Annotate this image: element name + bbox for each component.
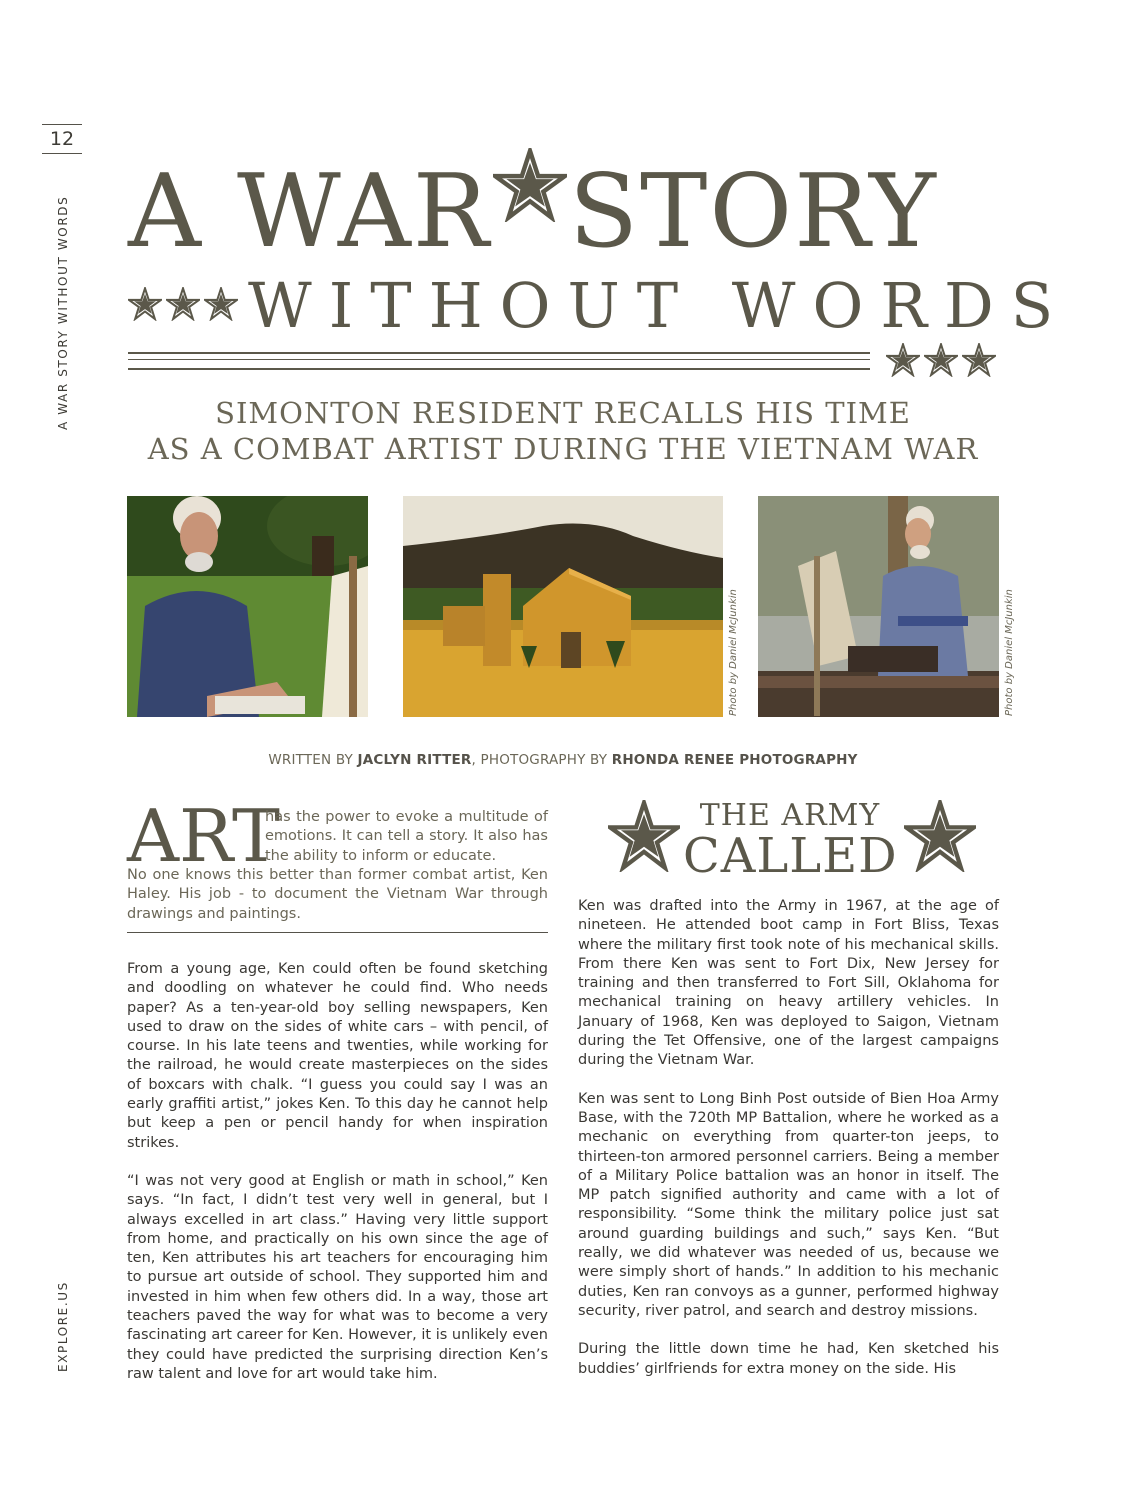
photo-credit: Photo by Daniel McJunkin [728, 589, 739, 716]
title-rule [128, 352, 870, 370]
paragraph: During the little down time he had, Ken sketched his buddies’ girlfriends for extra money on the side. His [578, 1341, 999, 1377]
headline-part2: STORY [568, 152, 938, 270]
star-group-right [882, 343, 996, 381]
photo-credit: Photo by Daniel McJunkin [1004, 589, 1015, 716]
headline-line2 [128, 265, 1071, 342]
photo-artist-outdoors [127, 496, 368, 717]
byline-writer: JACLYN RITTER [357, 752, 472, 768]
headline-part1: A WAR [128, 152, 491, 270]
divider [127, 932, 548, 933]
star-icon [962, 343, 996, 377]
intro-text-beside: has the power to evoke a multitude of emotions. It can tell a story. It also has the ability to inform or educate. [265, 809, 548, 864]
intro-text: No one knows this better than former combat artist, Ken Haley. His job - to document the Vietnam War through drawings and paintings. [127, 867, 548, 922]
column-right [578, 897, 999, 1398]
photo-artist-easel [758, 496, 999, 717]
paragraph: “I was not very good at English or math in school,” Ken says. “In fact, I didn’t test very well in general, but I always excelled in art class.” Having very little support from home, and practically on his own since the age of ten, Ken attributes his art teachers for encouraging him to pursue art outside of school. They supported him and invested in him when few others did. In a way, those art teachers paved the way for what was to become a very fascinating art career for Ken. However, it is unlikely even they could have predicted the surprising direction Ken’s raw talent and love for art would take him. [127, 1172, 548, 1382]
byline [128, 752, 998, 768]
star-icon [608, 800, 680, 872]
column-left [127, 960, 548, 1403]
star-icon [166, 287, 200, 321]
star-icon [128, 287, 162, 321]
deck [128, 395, 998, 467]
headline [128, 148, 1008, 270]
star-icon [904, 800, 976, 872]
byline-photographer: RHONDA RENEE PHOTOGRAPHY [611, 752, 858, 768]
star-group-left [128, 265, 242, 335]
deck-line1: SIMONTON RESIDENT RECALLS HIS TIME [215, 396, 911, 430]
star-icon [204, 287, 238, 321]
headline-line2-text: WITHOUT WORDS [248, 269, 1071, 342]
star-icon [493, 148, 567, 222]
byline-prefix: WRITTEN BY [268, 752, 358, 768]
page-number: 12 [42, 124, 82, 154]
section-heading-line1: THE ARMY [699, 798, 881, 833]
drop-cap: ART [127, 794, 280, 878]
paragraph: Ken was sent to Long Binh Post outside of Bien Hoa Army Base, with the 720th MP Battalion, where he worked as a mechanic on everything from quarter-ton jeeps, to thirteen-ton armored personnel carriers. Being a member of a Military Police battalion was an honor in itself. The MP patch signified authority and came with a lot of responsibility. “Some think the military police just sat around guarding buildings and such,” says Ken. “But really, we did whatever was needed of us, because we were simply short of hands.” In addition to his mechanic duties, Ken ran convoys as a gunner, performed highway security, river patrol, and search and destroy missions. [578, 1090, 999, 1319]
side-website: EXPLORE.US [56, 1281, 70, 1372]
byline-middle: , PHOTOGRAPHY BY [471, 752, 612, 768]
paragraph: From a young age, Ken could often be found sketching and doodling on whatever he could find. Who needs paper? As a ten-year-old boy selling newspapers, Ken used to draw on the sides of white cars – with pencil, of course. In his late teens and twenties, while working for the railroad, he would create masterpieces on the sides of boxcars with chalk. “I guess you could say I was an early graffiti artist,” jokes Ken. To this day he cannot help but keep a pen or pencil handy for when inspiration strikes. [127, 961, 548, 1151]
paragraph: Ken was drafted into the Army in 1967, at the age of nineteen. He attended boot camp in Fort Bliss, Texas where the military first took note of his mechanical skills. From there Ken was sent to Fort Dix, New Jersey for training and then transferred to Fort Sill, Oklahoma for mechanical training on heavy artillery vehicles. In January of 1968, Ken was deployed to Saigon, Vietnam during the Tet Offensive, one of the largest campaigns during the Vietnam War. [578, 898, 999, 1069]
deck-line2: AS A COMBAT ARTIST DURING THE VIETNAM WAR [147, 432, 979, 466]
star-icon [924, 343, 958, 377]
section-heading-line2: CALLED [683, 828, 898, 884]
star-icon [886, 343, 920, 377]
photo-painting [403, 496, 723, 717]
side-running-title: A WAR STORY WITHOUT WORDS [56, 195, 70, 430]
